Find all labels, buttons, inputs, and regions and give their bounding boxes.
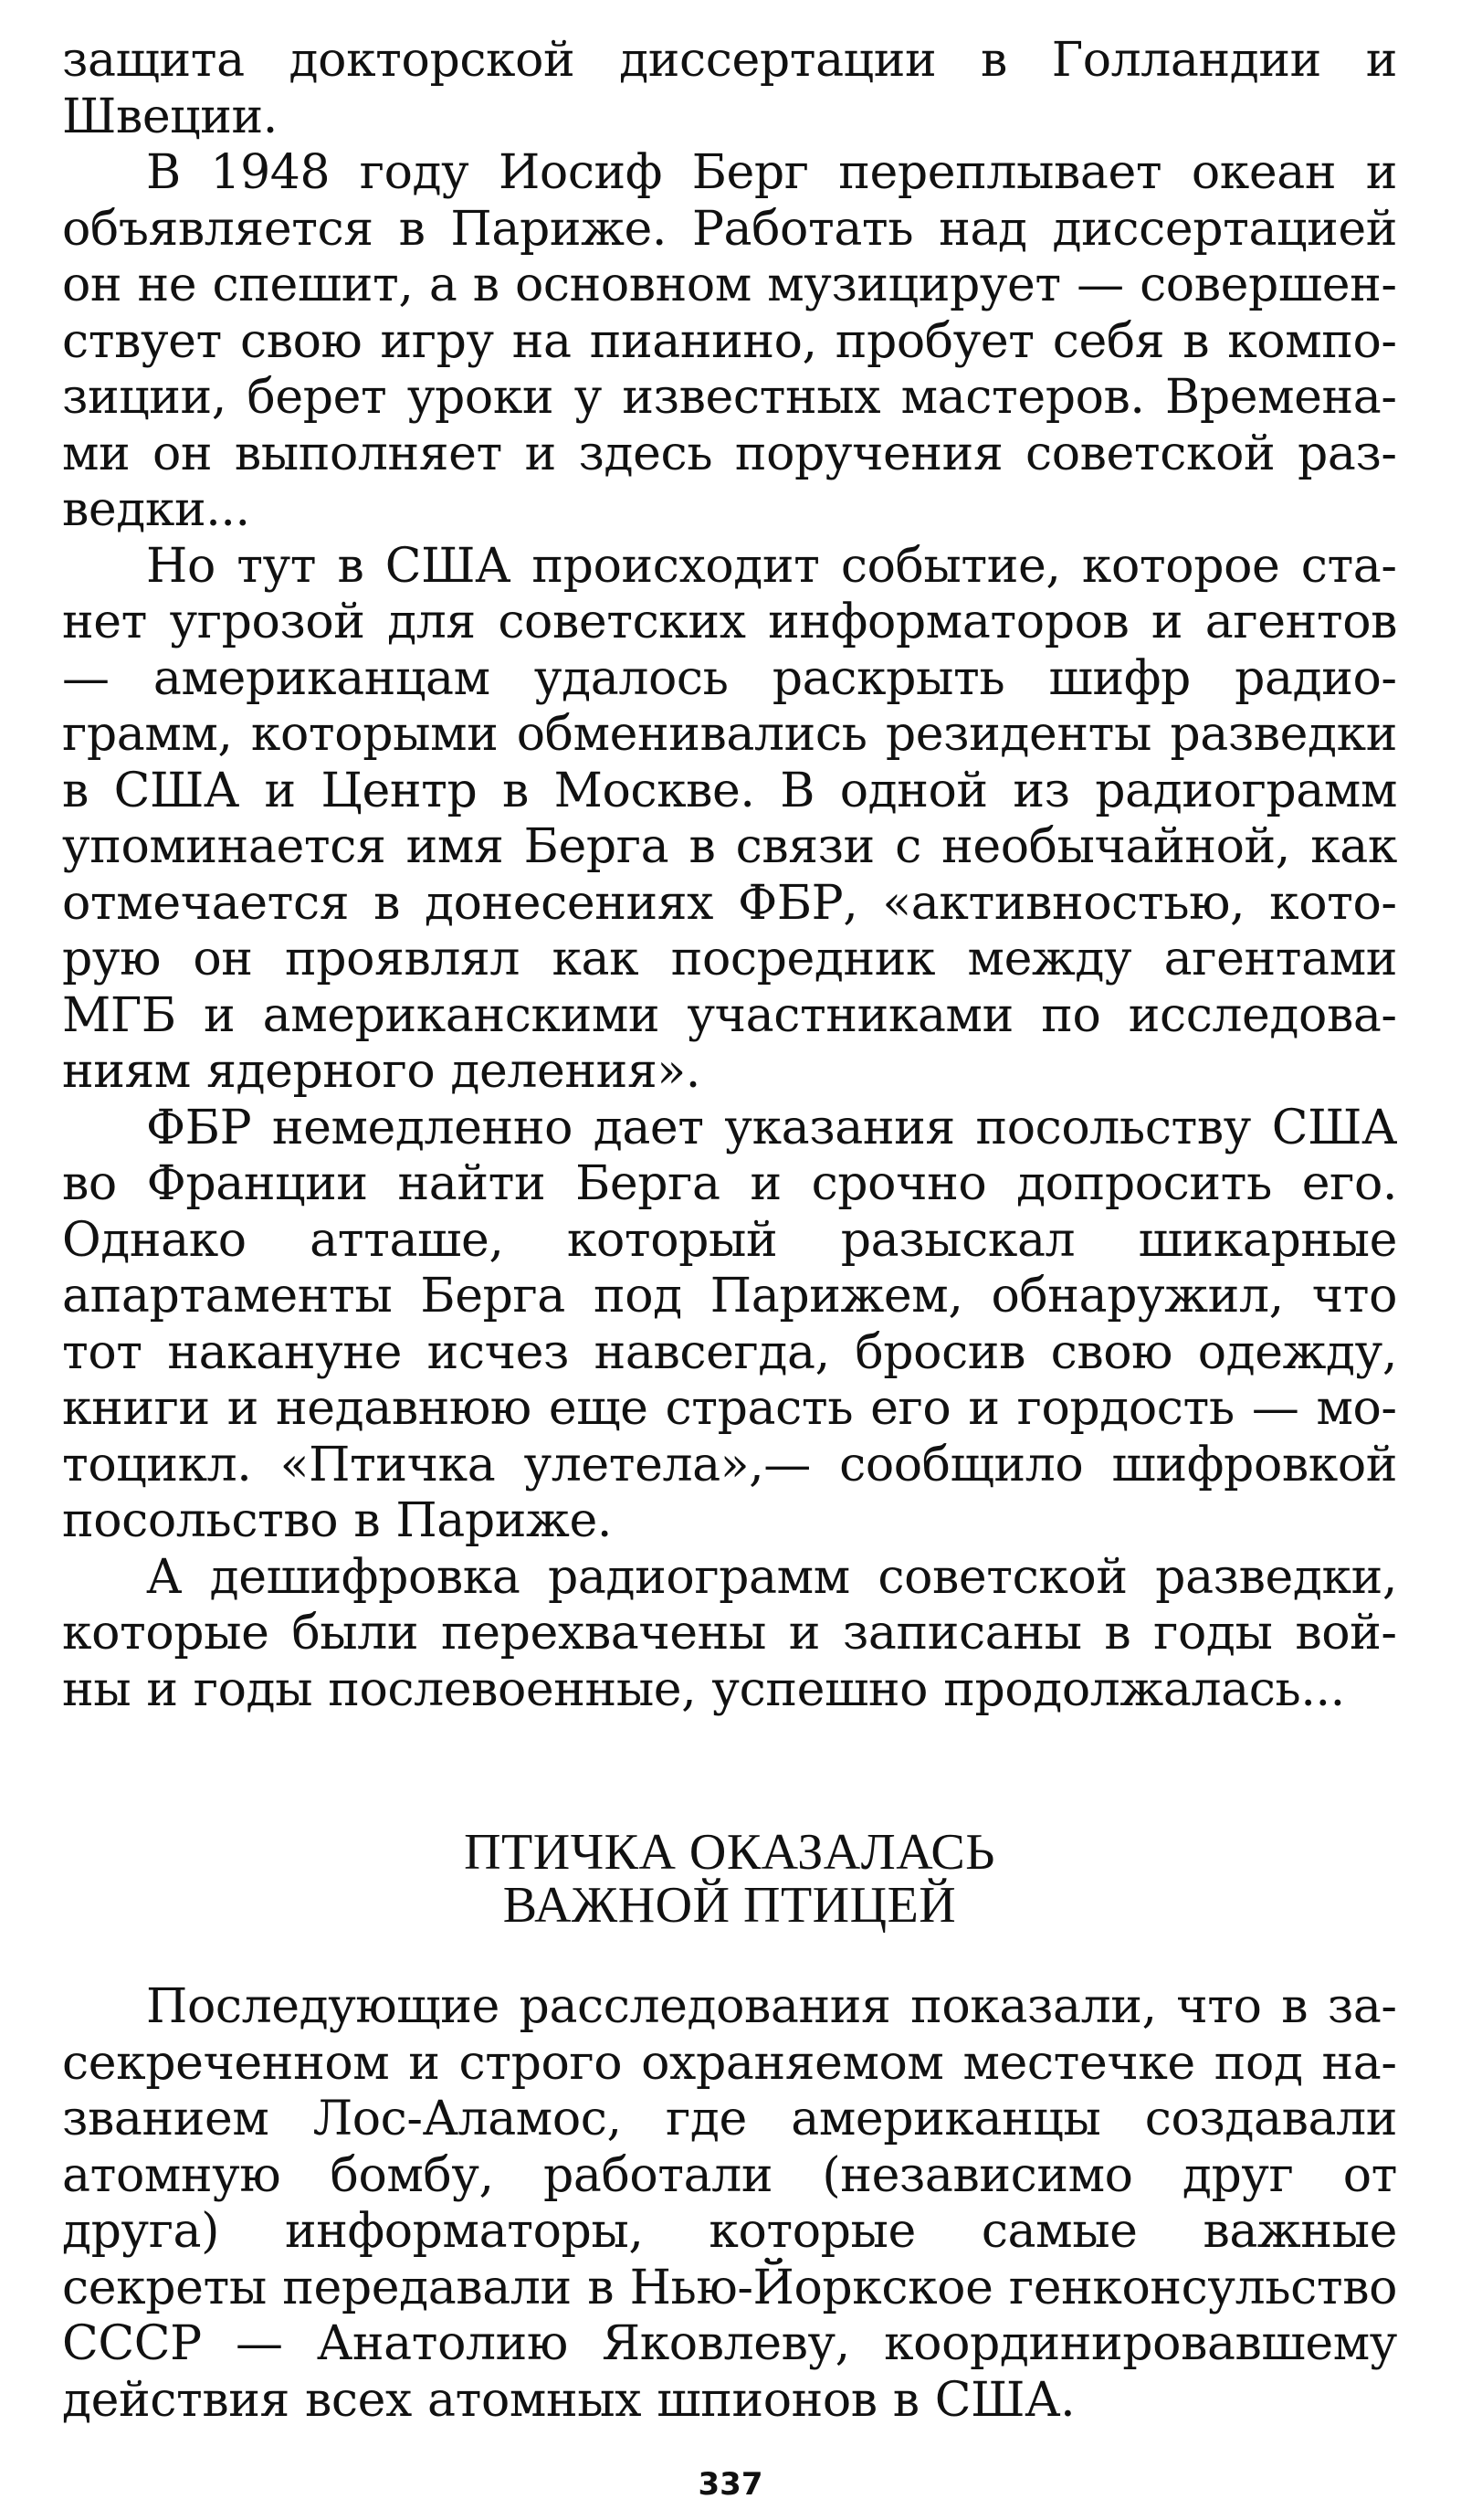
paragraph-berg-paris: В 1948 году Иосиф Берг переплывает океан и объявляется в Париже. Работать над диссертацией он не спешит, а в основном музицирует — совершенствует свою игру на пианино, пробует себя в композиции, берет уроки у известных мастеров. Временами он выполняет и здесь поручения советской разведки... xyxy=(62,145,1397,537)
section-heading xyxy=(62,1826,1397,1932)
paragraph-fbi-search: ФБР немедленно дает указания посольству США во Франции найти Берга и срочно допросить его. Однако атташе, который разыскал шикарные апартаменты Берга под Парижем, обнаружил, что тот накануне исчез навсегда, бросив свою одежду, книги и недавнюю еще страсть его и гордость — мотоцикл. «Птичка улетела»,— сообщило шифровкой посольство в Париже. xyxy=(62,1100,1397,1548)
paragraph-decryption-continued: А дешифровка радиограмм советской разведки, которые были перехвачены и записаны в годы войны и годы послевоенные, успешно продолжалась... xyxy=(62,1549,1397,1717)
section-heading-line-1: ПТИЧКА ОКАЗАЛАСЬ xyxy=(464,1824,995,1881)
paragraph-los-alamos: Последующие расследования показали, что в засекреченном и строго охраняемом местечке под названием Лос-Аламос, где американцы создавали атомную бомбу, работали (независимо друг от друга) информаторы, которые самые важные секреты передавали в Нью-Йоркское генконсульство СССР — Анатолию Яковлеву, координировавшему действия всех атомных шпионов в США. xyxy=(62,1979,1397,2428)
paragraph-cipher-broken: Но тут в США происходит событие, которое станет угрозой для советских информаторов и агентов — американцам удалось раскрыть шифр радиограмм, которыми обменивались резиденты разведки в США и Центр в Москве. В одной из радиограмм упоминается имя Берга в связи с необычайной, как отмечается в донесениях ФБР, «активностью, которую он проявлял как посредник между агентами МГБ и американскими участниками по исследованиям ядерного деления». xyxy=(62,538,1397,1099)
paragraph-continuation: защита докторской диссертации в Голландии и Швеции. xyxy=(62,33,1397,144)
section-heading-line-2: ВАЖНОЙ ПТИЦЕЙ xyxy=(502,1877,957,1934)
page-number: 337 xyxy=(698,2466,763,2503)
page-body xyxy=(62,33,1397,2429)
